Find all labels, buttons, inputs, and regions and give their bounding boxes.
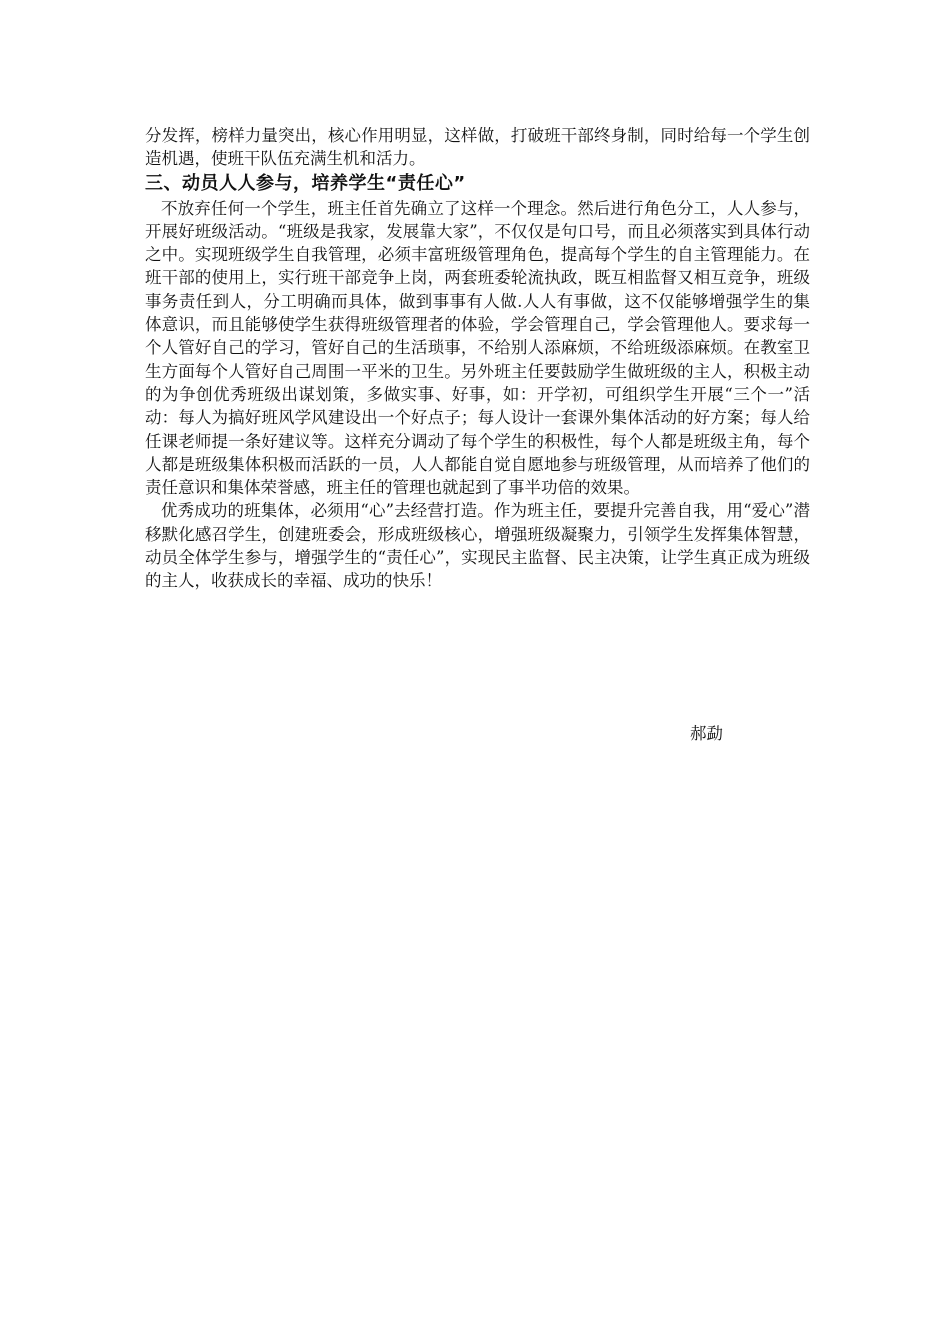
document-body (145, 124, 810, 593)
section-heading: 三、动员人人参与，培养学生“责任心” (145, 172, 466, 194)
body-paragraph-1: 不放弃任何一个学生，班主任首先确立了这样一个理念。然后进行角色分工，人人参与，开展好班级活动。“班级是我家，发展靠大家”，不仅仅是句口号，而且必须落实到具体行动之中。实现班级学生自我管理，必须丰富班级管理角色，提高每个学生的自主管理能力。在班干部的使用上，实行班干部竞争上岗，两套班委轮流执政，既互相监督又相互竞争，班级事务责任到人，分工明确而具体，做到事事有人做.人人有事做，这不仅能够增强学生的集体意识，而且能够使学生获得班级管理者的体验，学会管理自己，学会管理他人。要求每一个人管好自己的学习，管好自己的生活琐事，不给别人添麻烦，不给班级添麻烦。在教室卫生方面每个人管好自己周围一平米的卫生。另外班主任要鼓励学生做班级的主人，积极主动的为争创优秀班级出谋划策，多做实事、好事，如：开学初，可组织学生开展“三个一”活动：每人为搞好班风学风建设出一个好点子；每人设计一套课外集体活动的好方案；每人给任课老师提一条好建议等。这样充分调动了每个学生的积极性，每个人都是班级主角，每个人都是班级集体积极而活跃的一员，人人都能自觉自愿地参与班级管理，从而培养了他们的责任意识和集体荣誉感，班主任的管理也就起到了事半功倍的效果。 (145, 198, 810, 498)
author-signature: 郝勐 (690, 724, 723, 743)
intro-paragraph: 分发挥，榜样力量突出，核心作用明显，这样做，打破班干部终身制，同时给每一个学生创造机遇，使班干队伍充满生机和活力。 (145, 126, 810, 169)
body-paragraph-2: 优秀成功的班集体，必须用“心”去经营打造。作为班主任，要提升完善自我，用“爱心”潜移默化感召学生，创建班委会，形成班级核心，增强班级凝聚力，引领学生发挥集体智慧，动员全体学生参与，增强学生的“责任心”，实现民主监督、民主决策，让学生真正成为班级的主人，收获成长的幸福、成功的快乐！ (145, 501, 810, 591)
